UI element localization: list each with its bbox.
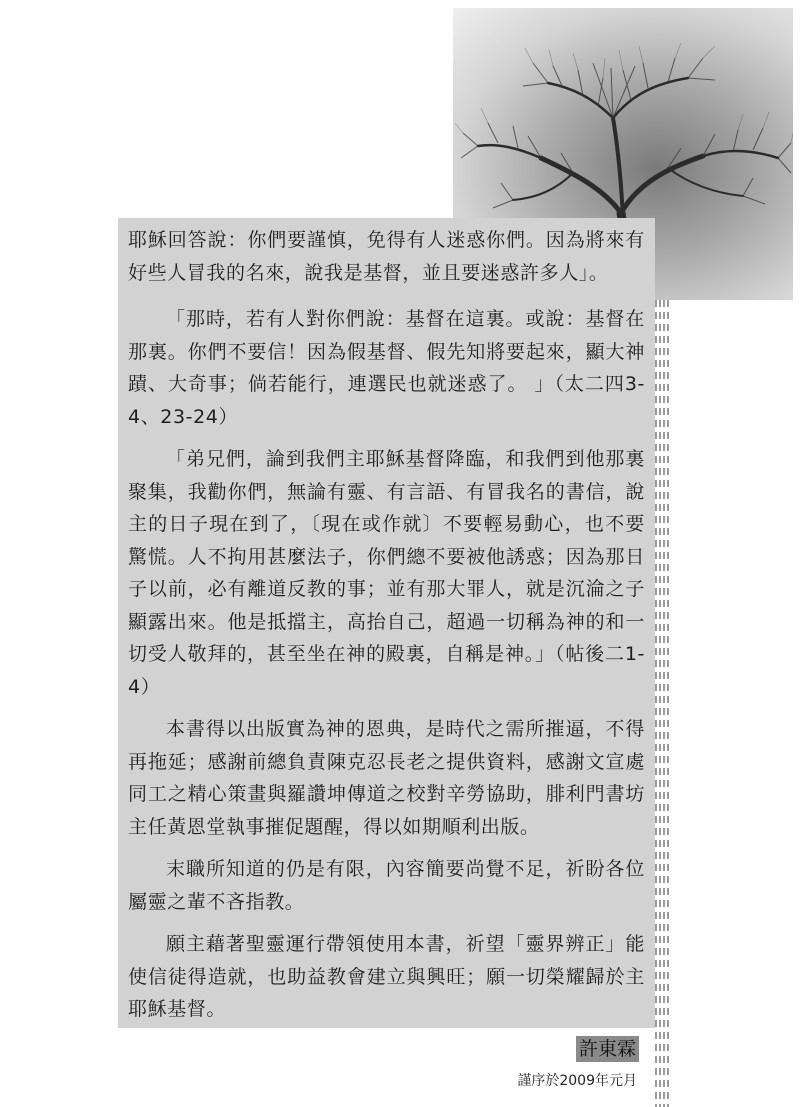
paragraph-4: 本書得以出版實為神的恩典，是時代之需所摧逼，不得再拖延；感謝前總負責陳克忍長老之提供資料，感謝文宣處同工之精心策畫與羅讚坤傳道之校對辛勞協助，腓利門書坊主任黃恩堂執事摧促題醒，得以如期順利出版。 [128,718,645,838]
signature: 許東霖 [576,1036,639,1062]
signature-row [128,1036,645,1062]
paragraph-1: 耶穌回答說：你們要謹慎，免得有人迷惑你們。因為將來有好些人冒我的名來，說我是基督，並且要迷惑許多人」。 [128,229,645,284]
paragraph-5: 末職所知道的仍是有限，內容簡要尚覺不足，祈盼各位屬靈之輩不吝指教。 [128,858,645,913]
paragraph-6: 願主藉著聖靈運行帶領使用本書，祈望「靈界辨正」能使信徒得造就，也助益教會建立與興旺；願一切榮耀歸於主耶穌基督。 [128,933,645,1020]
text-panel [118,218,655,1089]
paragraph-3: 「弟兄們，論到我們主耶穌基督降臨，和我們到他那裏聚集，我勸你們，無論有靈、有言語、有冒我名的書信，說主的日子現在到了，〔現在或作就〕不要輕易動心，也不要驚慌。人不拘用甚麼法子，你們總不要被他誘惑；因為那日子以前，必有離道反教的事；並有那大罪人，就是沉淪之子顯露出來。他是抵擋主，高抬自己，超過一切稱為神的和一切受人敬拜的，甚至坐在神的殿裏，自稱是神。」（帖後二1-4） [128,448,645,698]
decorative-stripes [655,300,669,1107]
paragraph-2: 「那時，若有人對你們說：基督在這裏。或說：基督在那裏。你們不要信！因為假基督、假先知將要起來，顯大神蹟、大奇事；倘若能行，連選民也就迷惑了。 」（太二四3-4、23-24） [128,308,645,428]
date-line: 謹序於2009年元月 [517,1072,637,1089]
